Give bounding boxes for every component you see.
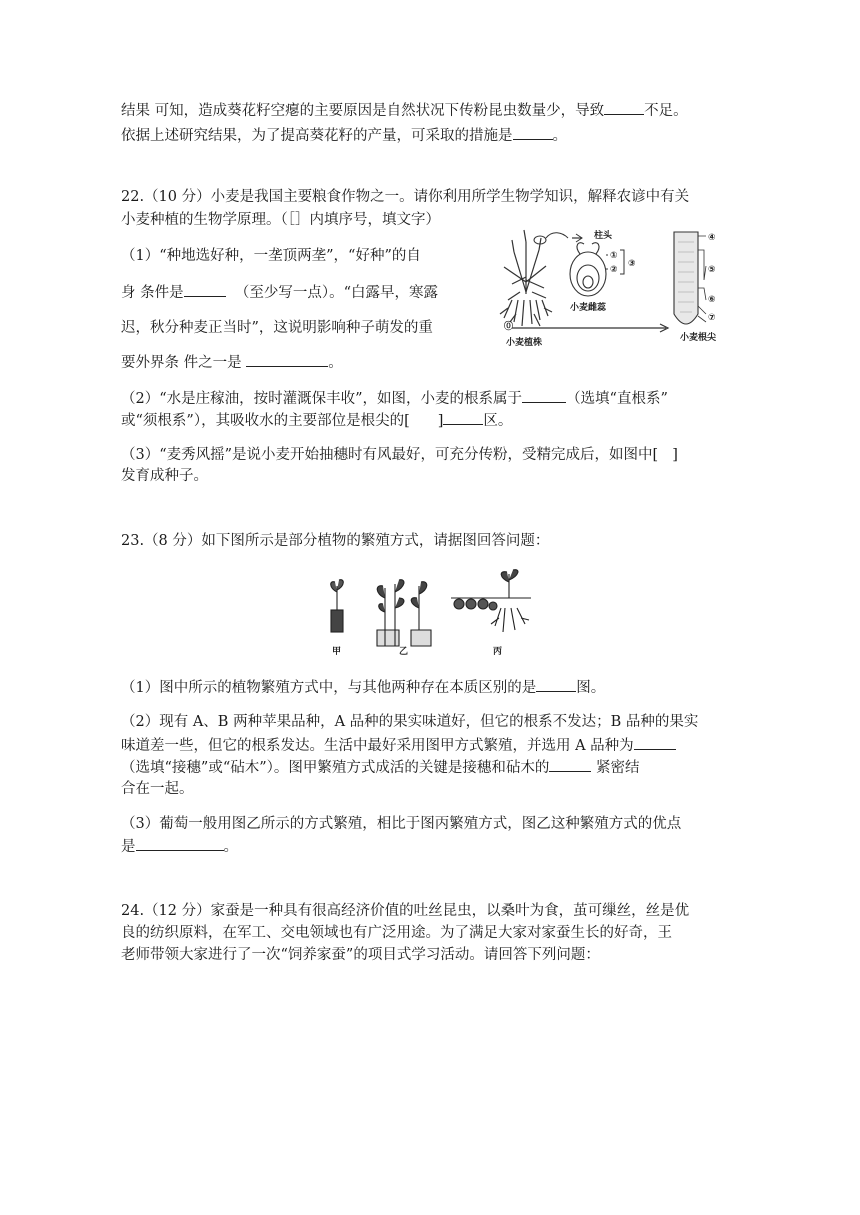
q23-text: 图。 (576, 680, 606, 696)
label-stigma: 柱头 (594, 231, 613, 241)
label-yi: 乙 (399, 647, 409, 657)
label-num3: ③ (628, 259, 636, 269)
q22-part2-line2 (121, 410, 512, 431)
q22-text: （2）“水是庄稼油，按时灌溉保丰收”，如图，小麦的根系属于 (121, 391, 523, 407)
q23-heading: 23.（8 分）如下图所示是部分植物的繁殖方式，请据图回答问题： (121, 533, 550, 549)
answer-blank[interactable] (246, 352, 328, 367)
propagation-figure (325, 568, 537, 660)
wheat-plant-icon (500, 230, 552, 326)
answer-blank[interactable] (634, 735, 676, 750)
q22-text: ] (437, 413, 444, 429)
wheat-figure (494, 222, 746, 352)
q22-part1-line3: 迟，秋分种麦正当时”，这说明影响种子萌发的重 (121, 320, 433, 336)
q22-text: （3）“麦秀风摇”是说小麦开始抽穗时有风最好，可充分传粉，受精完成后，如图中[ (121, 447, 659, 463)
q22-heading-cont: 小麦种植的生物学原理。（［］内填序号，填文字） (121, 212, 440, 228)
q22-text: 身 条件是 (121, 285, 184, 301)
label-num7: ⑦ (708, 313, 716, 323)
q23-part1 (121, 677, 605, 698)
label-num5: ⑤ (708, 265, 716, 275)
q22-part2-line1 (121, 388, 668, 409)
q23-part2-line3 (121, 757, 640, 778)
q23-part3-line1: （3）葡萄一般用图乙所示的方式繁殖，相比于图丙繁殖方式，图乙这种繁殖方式的优点 (121, 816, 682, 832)
intro-text: 依据上述研究结果，为了提高葵花籽的产量，可采取的措施是 (121, 128, 513, 144)
label-root-tip: 小麦根尖 (680, 333, 717, 343)
q22-text: 。 (328, 355, 343, 371)
q22-text: （选填“直根系” (566, 391, 668, 407)
intro-text: 结果 可知，造成葵花籽空瘪的主要原因是自然状况下传粉昆虫数量少，导致 (121, 103, 605, 119)
q23-text: 。 (223, 839, 238, 855)
q22-part1-line2 (121, 282, 438, 303)
answer-blank[interactable] (522, 388, 566, 403)
q23-text: （1）图中所示的植物繁殖方式中，与其他两种存在本质区别的是 (121, 680, 537, 696)
q24-line3: 老师带领大家进行了一次“饲养家蚕”的项目式学习活动。请回答下列问题： (121, 947, 600, 963)
answer-blank[interactable] (549, 757, 591, 772)
q22-text: 区。 (483, 413, 513, 429)
q22-text: 或“须根系”），其吸收水的主要部位是根尖的[ (121, 413, 410, 429)
cutting-icon (377, 580, 431, 646)
label-bing: 丙 (493, 647, 503, 657)
q22-part1-line1: （1）“种地选好种，一垄顶两垄”，“好种”的自 (121, 248, 421, 264)
answer-blank[interactable] (184, 282, 226, 297)
label-num4: ④ (708, 233, 716, 243)
q23-text: （选填“接穗”或“砧木”）。图甲繁殖方式成活的关键是接穗和砧木的 (121, 760, 550, 776)
answer-blank[interactable] (536, 677, 576, 692)
grafting-icon (331, 580, 344, 632)
answer-blank[interactable] (136, 836, 224, 851)
q23-text: 是 (121, 839, 136, 855)
label-num2: ② (610, 265, 618, 275)
intro-line-1 (121, 100, 688, 121)
label-num1: ① (610, 251, 618, 261)
label-jia: 甲 (332, 647, 342, 657)
q23-text: 味道差一些，但它的根系发达。生活中最好采用图甲方式繁殖，并选用 A 品种为 (121, 738, 634, 754)
intro-line-2 (121, 125, 567, 146)
wheat-pistil-icon (570, 243, 606, 296)
label-num6: ⑥ (708, 295, 716, 305)
label-wheat-plant: 小麦植株 (506, 338, 543, 348)
label-num0: ⓪ (504, 322, 514, 332)
q23-part2-line1: （2）现有 A、B 两种苹果品种，A 品种的果实味道好，但它的根系不发达；B 品种的果实 (121, 714, 699, 730)
q23-text: 紧密结 (596, 760, 640, 776)
q23-part3-line2 (121, 836, 238, 857)
label-wheat-pistil: 小麦雌蕊 (570, 303, 607, 313)
intro-text: 不足。 (644, 103, 688, 119)
layering-icon (451, 570, 531, 632)
intro-text: 。 (552, 128, 567, 144)
q22-text: ] (672, 447, 678, 463)
q22-text: （至少写一点）。“白露早，寒露 (234, 285, 438, 301)
q24-line1: 24.（12 分）家蚕是一种具有很高经济价值的吐丝昆虫，以桑叶为食，茧可缫丝，丝是优 (121, 903, 690, 919)
answer-blank[interactable] (513, 125, 553, 140)
root-tip-icon (674, 232, 698, 324)
q22-text: 要外界条 件之一是 (121, 355, 242, 371)
q22-part3-line2: 发育成种子。 (121, 468, 208, 484)
q22-part3-line1 (121, 445, 678, 465)
answer-blank[interactable] (443, 410, 483, 425)
q23-part2-line4: 合在一起。 (121, 781, 194, 797)
q22-part1-line4 (121, 352, 343, 373)
q23-part2-line2 (121, 735, 676, 756)
answer-blank[interactable] (604, 100, 644, 115)
q22-heading: 22.（10 分）小麦是我国主要粮食作物之一。请你利用所学生物学知识，解释农谚中有关 (121, 189, 690, 205)
q24-line2: 良的纺织原料，在军工、交电领域也有广泛用途。为了满足大家对家蚕生长的好奇，王 (121, 925, 672, 941)
